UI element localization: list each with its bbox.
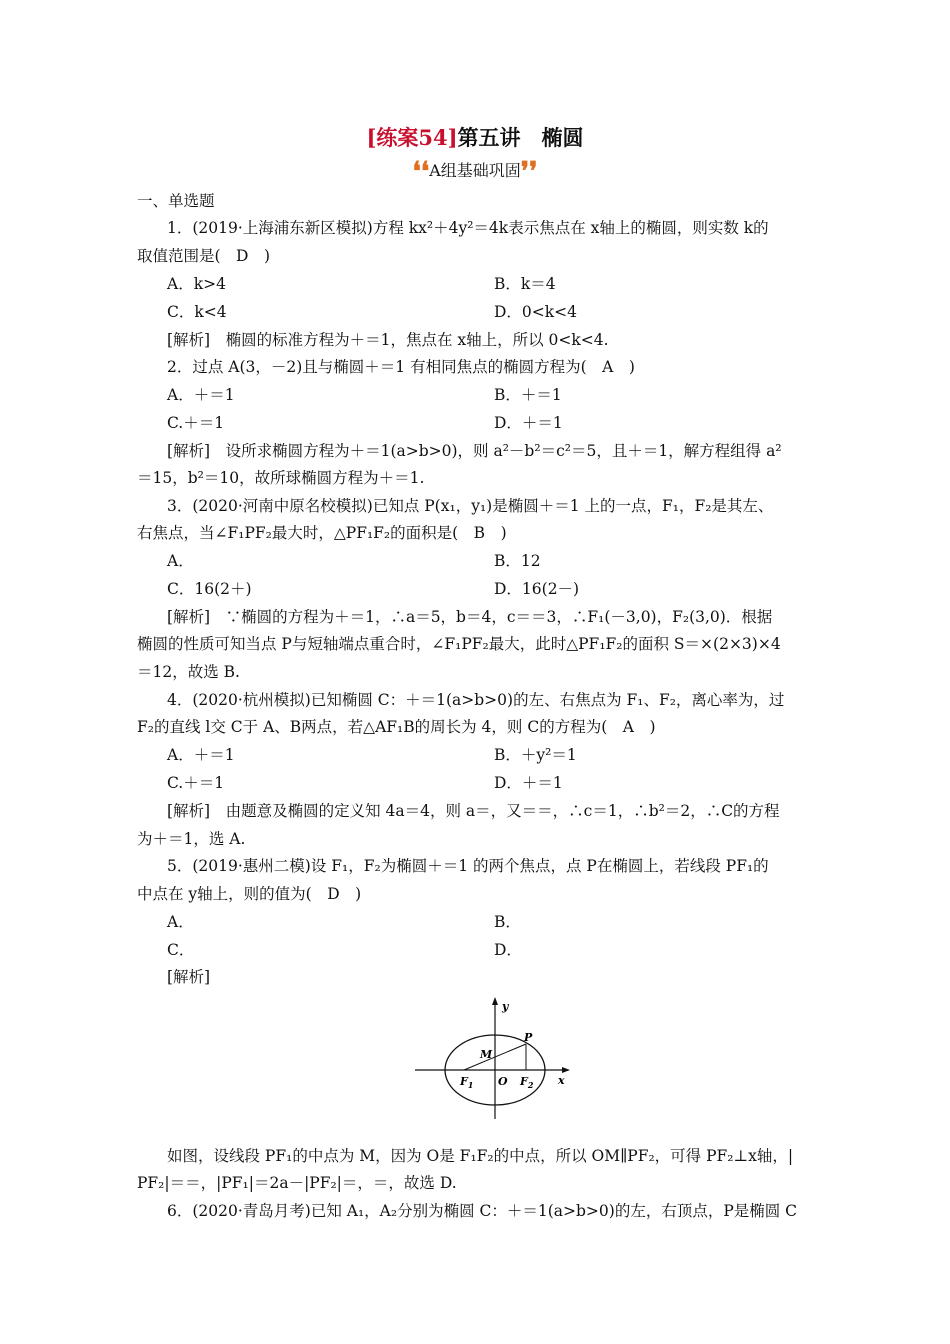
option-left: A． <box>167 552 194 570</box>
option-left: C.＋＝1 <box>167 774 225 792</box>
text-line: [解析] 设所求椭圆方程为＋＝1(a>b>0)，则 a²－b²＝c²＝5，且＋＝1，解方程组得 a² <box>167 442 782 460</box>
ellipse-figure <box>410 994 580 1124</box>
y-axis-arrow-icon <box>492 997 498 1005</box>
label-f2: $F_2$ <box>520 1075 534 1090</box>
option-right: D．＋＝1 <box>494 774 563 792</box>
option-left: C.＋＝1 <box>167 414 225 432</box>
title-exercise-number: [练案54] <box>366 125 458 150</box>
option-right: B． <box>494 913 521 931</box>
x-axis-arrow-icon <box>562 1067 570 1073</box>
option-left: C．k<4 <box>167 303 227 321</box>
option-left: C．16(2＋) <box>167 580 252 598</box>
text-line: 如图，设线段 PF₁的中点为 M，因为 O是 F₁F₂的中点，所以 OM∥PF₂，可得 PF₂⊥x轴，| <box>167 1147 794 1165</box>
option-left: A． <box>167 913 194 931</box>
label-p: P <box>524 1031 533 1044</box>
text-line: 一、单选题 <box>137 192 215 210</box>
close-quote-icon: ❜❜ <box>520 156 538 187</box>
text-line: [解析] 椭圆的标准方程为＋＝1，焦点在 x轴上，所以 0<k<4. <box>167 331 609 349</box>
option-left: A．k>4 <box>167 275 226 293</box>
option-right: D． <box>494 941 522 959</box>
label-y: y <box>502 1000 509 1013</box>
text-line: 1．(2019·上海浦东新区模拟)方程 kx²＋4y²＝4k表示焦点在 x轴上的椭圆，则实数 k的 <box>167 219 769 237</box>
option-left: A．＋＝1 <box>167 386 235 404</box>
text-line: PF₂|＝＝，|PF₁|＝2a－|PF₂|＝，＝，故选 D. <box>137 1174 457 1192</box>
label-f1: $F_1$ <box>460 1075 474 1090</box>
option-right: D．0<k<4 <box>494 303 578 321</box>
text-line: ＝12，故选 B. <box>137 663 240 681</box>
option-right: B．＋y²＝1 <box>494 746 577 764</box>
text-line: [解析] 由题意及椭圆的定义知 4a＝4，则 a＝，又＝＝，∴c＝1，∴b²＝2，∴C的方程 <box>167 802 780 820</box>
option-right: B．＋＝1 <box>494 386 562 404</box>
option-left: C． <box>167 941 195 959</box>
text-line: 2．过点 A(3，－2)且与椭圆＋＝1 有相同焦点的椭圆方程为( A ) <box>167 358 635 376</box>
title-lecture-name: 第五讲 椭圆 <box>457 125 584 150</box>
text-line: 为＋＝1，选 A. <box>137 830 246 848</box>
group-label: A组基础巩固 <box>429 161 521 180</box>
text-line: ＝15，b²＝10，故所球椭圆方程为＋＝1. <box>137 469 425 487</box>
text-line: 右焦点，当∠F₁PF₂最大时，△PF₁F₂的面积是( B ) <box>137 524 507 542</box>
text-line: 取值范围是( D ) <box>137 247 271 265</box>
text-line: 6．(2020·青岛月考)已知 A₁，A₂分别为椭圆 C：＋＝1(a>b>0)的左，右顶点，P是椭圆 C <box>167 1202 798 1220</box>
text-line: 椭圆的性质可知当点 P与短轴端点重合时，∠F₁PF₂最大，此时△PF₁F₂的面积 S＝×(2×3)×4 <box>137 635 781 653</box>
text-line: 4．(2020·杭州模拟)已知椭圆 C：＋＝1(a>b>0)的左、右焦点为 F₁、F₂，离心率为，过 <box>167 691 785 709</box>
text-line: [解析] <box>167 968 211 986</box>
option-right: B．12 <box>494 552 541 570</box>
text-line: F₂的直线 l交 C于 A、B两点，若△AF₁B的周长为 4，则 C的方程为( A ) <box>137 718 656 736</box>
page-title <box>0 122 950 152</box>
open-quote-icon: ❛❛ <box>412 156 430 187</box>
label-x: x <box>558 1074 565 1087</box>
text-line: [解析] ∵椭圆的方程为＋＝1，∴a＝5，b＝4，c＝＝3，∴F₁(－3,0)，F₂(3,0)．根据 <box>167 608 773 626</box>
text-line: 3．(2020·河南中原名校模拟)已知点 P(x₁，y₁)是椭圆＋＝1 上的一点，F₁，F₂是其左、 <box>167 497 774 515</box>
text-line: 5．(2019·惠州二模)设 F₁，F₂为椭圆＋＝1 的两个焦点，点 P在椭圆上，若线段 PF₁的 <box>167 857 769 875</box>
option-right: D．＋＝1 <box>494 414 563 432</box>
option-right: D．16(2－) <box>494 580 580 598</box>
label-m: M <box>480 1048 493 1061</box>
text-line: 中点在 y轴上，则的值为( D ) <box>137 885 362 903</box>
group-heading <box>0 156 950 187</box>
label-o: O <box>498 1075 508 1088</box>
option-left: A．＋＝1 <box>167 746 235 764</box>
option-right: B．k＝4 <box>494 275 556 293</box>
